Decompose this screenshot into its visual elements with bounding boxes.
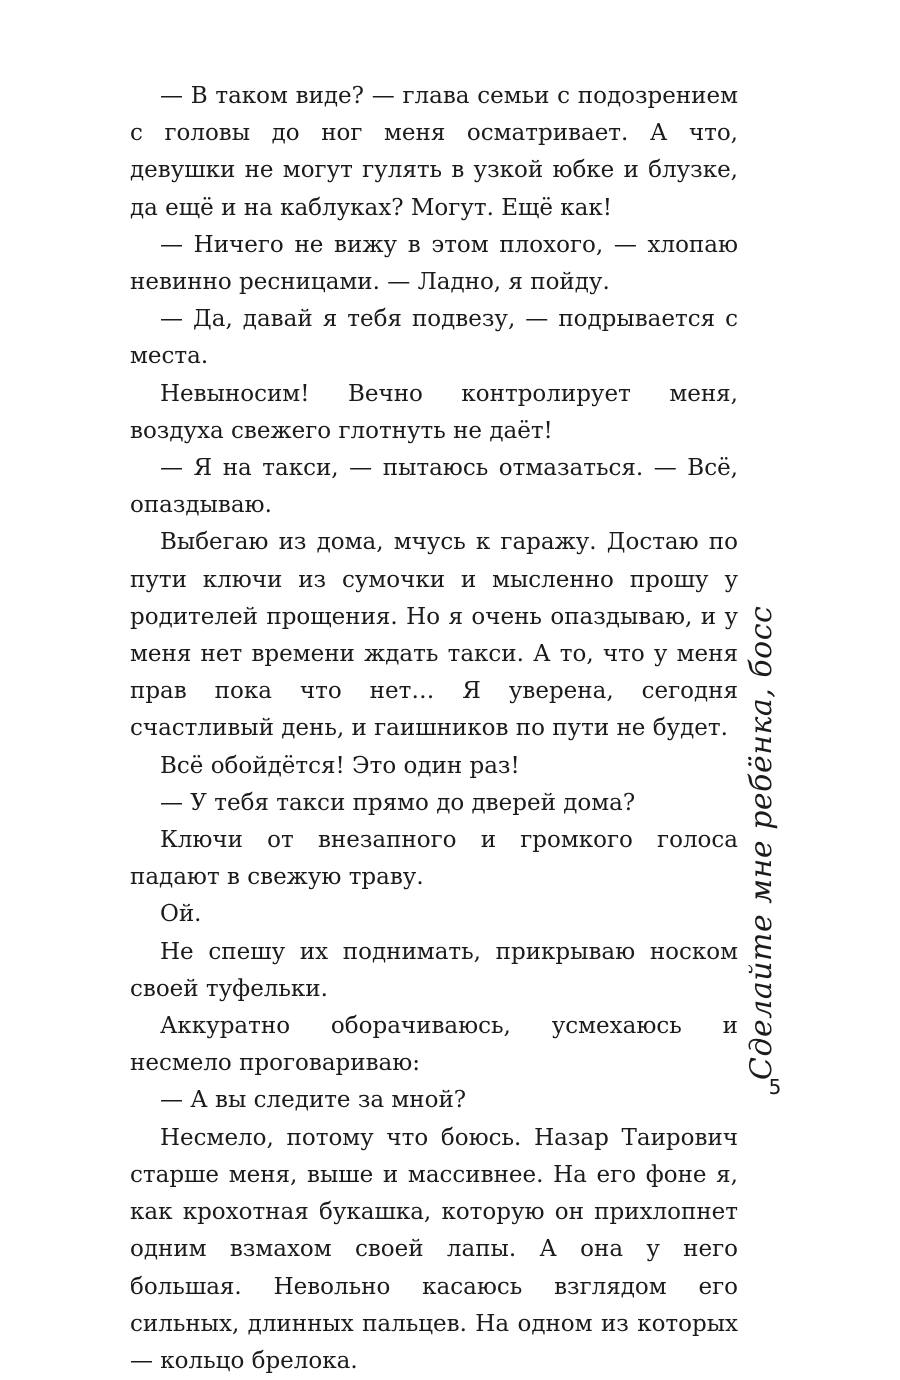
paragraph: — Да, давай я тебя подвезу, — подрывается с места. (130, 306, 738, 370)
paragraph: Ключи от внезапного и громкого голоса падают в свежую траву. (130, 827, 738, 891)
paragraph: — У тебя такси прямо до дверей дома? (160, 789, 636, 816)
page-number: 5 (768, 1075, 782, 1099)
running-title: Сделайте мне ребёнка, босс (744, 605, 779, 1080)
paragraph: Не спешу их поднимать, прикрываю носком своей туфельки. (130, 938, 738, 1002)
paragraph: — Ничего не вижу в этом плохого, — хлопаю невинно ресницами. — Ладно, я пойду. (130, 231, 738, 296)
paragraph: — Я на такси, — пытаюсь отмазаться. — Всё, опаздываю. (130, 455, 738, 519)
paragraph: — А вы следите за мной? (160, 1087, 467, 1114)
paragraph: Ой. (160, 901, 202, 928)
paragraph: Невыносим! Вечно контролирует меня, воздуха свежего глотнуть не даёт! (130, 380, 738, 444)
paragraph: Аккуратно оборачиваюсь, усмехаюсь и несмело проговариваю: (130, 1013, 738, 1077)
paragraph: Всё обойдётся! Это один раз! (160, 752, 520, 779)
paragraph: Несмело, потому что боюсь. Назар Таирович старше меня, выше и массивнее. На его фоне я, как крохотная букашка, которую он прихлопнет одним взмахом своей лапы. А она у него большая. Невольно касаюсь взглядом его сильных, длинных пальцев. На одном из которых — кольцо брелока. (130, 1124, 738, 1374)
body-text (130, 78, 738, 1380)
paragraph: — В таком виде? — глава семьи с подозрением с головы до ног меня осматривает. А что, девушки не могут гулять в узкой юбке и блузке, да ещё и на каблуках? Могут. Ещё как! (130, 83, 738, 221)
paragraph: Выбегаю из дома, мчусь к гаражу. Достаю по пути ключи из сумочки и мысленно прошу у родителей прощения. Но я очень опаздываю, и у меня нет времени ждать такси. А то, что у меня прав пока что нет… Я уверена, сегодня счастливый день, и гаишников по пути не будет. (130, 529, 738, 742)
